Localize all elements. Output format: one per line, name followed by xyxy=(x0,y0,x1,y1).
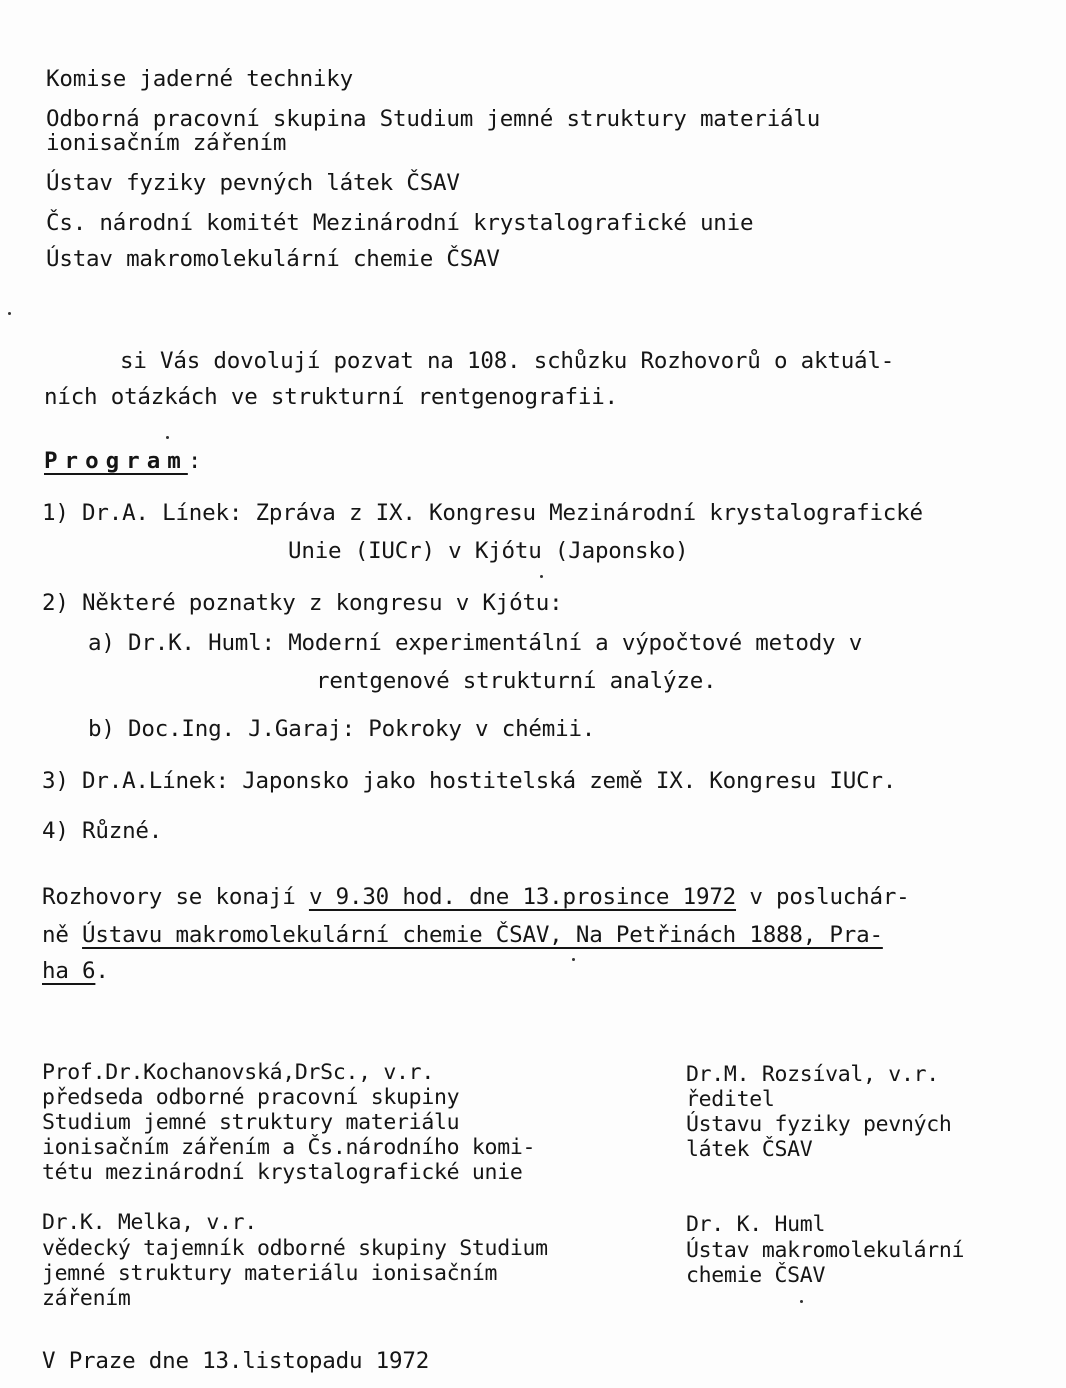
venue-text: ně xyxy=(42,922,83,948)
document-date: V Praze dne 13.listopadu 1972 xyxy=(42,1348,430,1374)
organization-line: Ústav fyziky pevných látek ČSAV xyxy=(46,170,460,196)
scan-speck xyxy=(166,436,169,439)
signature-line: předseda odborné pracovní skupiny xyxy=(42,1085,460,1110)
scan-speck xyxy=(800,1300,803,1303)
venue-text: Rozhovory se konají xyxy=(42,884,309,910)
scan-speck xyxy=(8,312,11,315)
signature-line: ionisačním zářením a Čs.národního komi- xyxy=(42,1135,536,1160)
program-item: 4) Různé. xyxy=(42,818,163,844)
signature-line: látek ČSAV xyxy=(686,1137,813,1162)
program-heading-colon: : xyxy=(187,448,202,474)
signature-line: zářením xyxy=(42,1286,131,1311)
venue-time: v 9.30 hod. dne 13.prosince 1972 xyxy=(308,884,737,910)
signature-line: Ústav makromolekulární xyxy=(686,1238,965,1263)
signature-line: Dr.M. Rozsíval, v.r. xyxy=(686,1062,939,1087)
venue-line xyxy=(42,958,109,984)
program-heading xyxy=(44,448,201,474)
signature-line: ředitel xyxy=(686,1087,775,1112)
signature-line: vědecký tajemník odborné skupiny Studium xyxy=(42,1236,548,1261)
venue-line xyxy=(42,922,883,948)
program-heading-text: Program xyxy=(44,448,188,474)
intro-line: ních otázkách ve strukturní rentgenografii. xyxy=(44,384,618,410)
organization-line: Ústav makromolekulární chemie ČSAV xyxy=(46,246,500,272)
program-subitem: b) Doc.Ing. J.Garaj: Pokroky v chémii. xyxy=(88,716,596,742)
program-subitem: a) Dr.K. Huml: Moderní experimentální a výpočtové metody v xyxy=(88,630,863,656)
intro-line: si Vás dovolují pozvat na 108. schůzku Rozhovorů o aktuál- xyxy=(120,348,895,374)
signature-line: Prof.Dr.Kochanovská,DrSc., v.r. xyxy=(42,1060,434,1085)
signature-line: Dr.K. Melka, v.r. xyxy=(42,1210,257,1235)
program-item: 2) Některé poznatky z kongresu v Kjótu: xyxy=(42,590,563,616)
venue-text: v posluchár- xyxy=(736,884,910,910)
scan-speck xyxy=(572,958,575,961)
venue-line xyxy=(42,884,910,910)
organization-line: Komise jaderné techniky xyxy=(46,66,353,92)
program-item: 3) Dr.A.Línek: Japonsko jako hostitelská země IX. Kongresu IUCr. xyxy=(42,768,897,794)
signature-line: chemie ČSAV xyxy=(686,1263,826,1288)
signature-line: Ústavu fyziky pevných xyxy=(686,1112,952,1137)
scan-speck xyxy=(540,575,543,578)
signature-line: jemné struktury materiálu ionisačním xyxy=(42,1261,498,1286)
venue-place: ha 6 xyxy=(42,958,96,984)
program-item: 1) Dr.A. Línek: Zpráva z IX. Kongresu Mezinárodní krystalografické xyxy=(42,500,923,526)
signature-line: tétu mezinárodní krystalografické unie xyxy=(42,1160,523,1185)
organization-line: ionisačním zářením xyxy=(46,130,287,156)
program-item-continuation: Unie (IUCr) v Kjótu (Japonsko) xyxy=(288,538,689,564)
organization-line: Odborná pracovní skupina Studium jemné struktury materiálu xyxy=(46,106,821,132)
organization-line: Čs. národní komitét Mezinárodní krystalografické unie xyxy=(46,210,754,236)
program-subitem-continuation: rentgenové strukturní analýze. xyxy=(316,668,717,694)
signature-line: Studium jemné struktury materiálu xyxy=(42,1110,460,1135)
venue-place: Ústavu makromolekulární chemie ČSAV, Na Petřinách 1888, Pra- xyxy=(82,922,883,948)
venue-text: . xyxy=(95,958,109,984)
signature-line: Dr. K. Huml xyxy=(686,1212,826,1237)
